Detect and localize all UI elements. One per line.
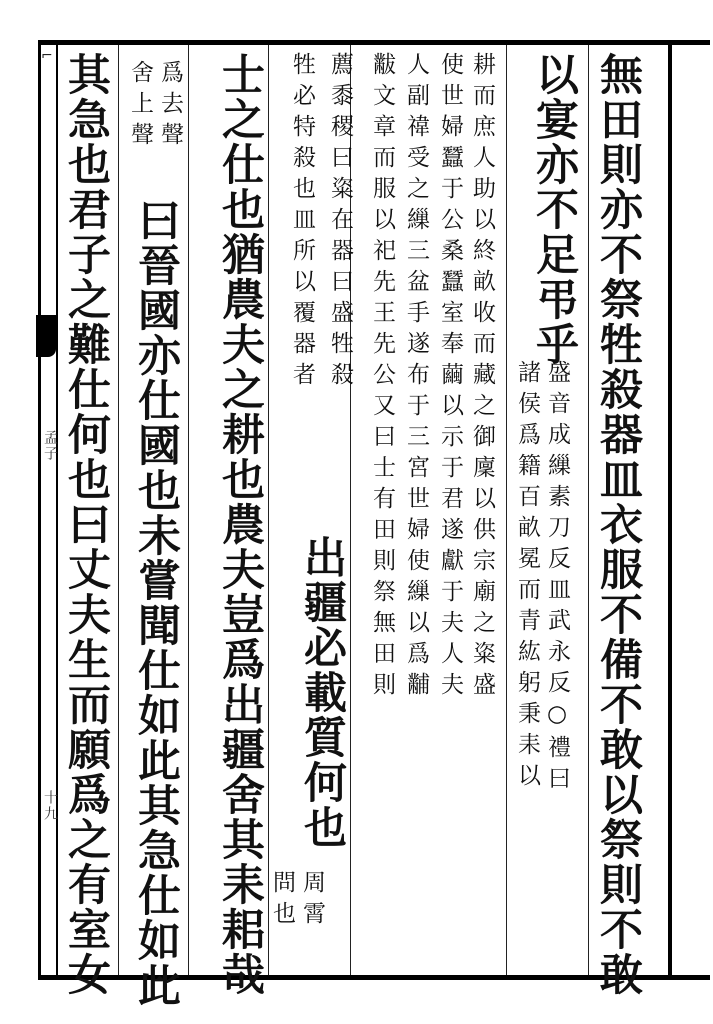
commentary-column-2: 使世婦蠶于公桑蠶室奉繭以示于君遂獻于夫人夫	[437, 52, 463, 703]
text-column-3: 出疆必載質何也	[297, 535, 347, 850]
annotation-right: 周霄	[299, 870, 325, 932]
annotation-block	[512, 360, 570, 960]
commentary-column-4: 黻文章而服以祀先王先公又曰士有田則祭無田則	[369, 52, 395, 703]
annotation-left: 舍上聲	[127, 60, 153, 153]
left-inner-border	[56, 40, 58, 980]
margin-page-number: 十九	[42, 790, 58, 822]
column-rule	[188, 45, 189, 975]
column-rule	[118, 45, 119, 975]
text-column-6: 其急也君子之難仕何也曰丈夫生而願爲之有室女	[61, 52, 111, 997]
column-rule	[588, 45, 589, 975]
commentary-column-6: 牲必特殺也皿所以覆器者	[289, 52, 315, 393]
annotation-right: 爲去聲	[157, 60, 183, 153]
column-rule	[506, 45, 507, 975]
commentary-column-1: 耕而庶人助以終畝收而藏之御廩以供宗廟之粢盛	[469, 52, 495, 703]
annotation-right: 盛音成繅素刀反皿武永反○禮曰	[544, 360, 570, 797]
annotation-left: 諸侯爲籍百畝冕而青紘躬秉耒以	[514, 360, 540, 794]
text-column-2: 以宴亦不足弔乎	[529, 52, 579, 367]
commentary-column-3: 人副禕受之繅三盆手遂布于三宮世婦使繅以爲黼	[403, 52, 429, 703]
corner-mark-icon: ⌐	[41, 48, 53, 64]
right-border	[668, 40, 672, 980]
commentary-column-5: 薦黍稷曰粢在器曰盛牲殺	[327, 52, 353, 393]
margin-title: 孟子	[42, 430, 58, 462]
text-column-5: 曰晉國亦仕國也未嘗聞仕如此其急仕如此	[131, 198, 181, 1008]
column-rule	[268, 45, 269, 975]
fishtail-mark	[36, 315, 56, 357]
top-border	[38, 40, 710, 45]
text-column-1: 無田則亦不祭牲殺器皿衣服不備不敢以祭則不敢	[593, 52, 643, 997]
annotation-left: 問也	[269, 870, 295, 932]
text-column-4: 士之仕也猶農夫之耕也農夫豈爲出疆舍其耒耜哉	[215, 52, 265, 997]
left-outer-border	[38, 40, 41, 980]
